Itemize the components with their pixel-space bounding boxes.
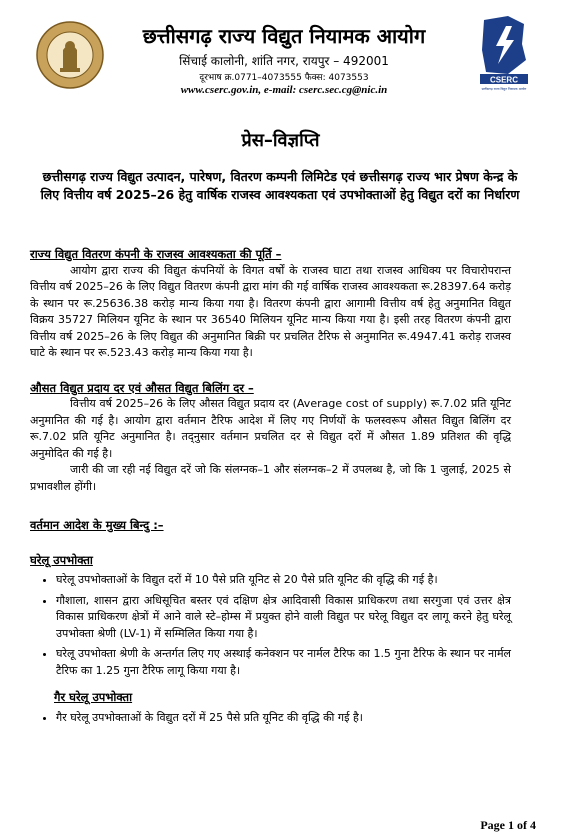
page-number: Page 1 of 4: [480, 818, 536, 832]
logo-text: CSERC: [489, 75, 519, 85]
avg-rate-section-heading: औसत विद्युत प्रदाय दर एवं औसत विद्युत बिलिंग दर –: [30, 380, 254, 395]
state-emblem-seal-icon: [35, 20, 105, 90]
commission-title: छत्तीसगढ़ राज्य विद्युत नियामक आयोग: [142, 24, 426, 48]
revenue-section-heading: राज्य विद्युत वितरण कंपनी के राजस्व आवश्यकता की पूर्ति –: [30, 247, 282, 261]
commission-phone: दूरभाष क्र.0771–4073555 फैक्स: 4073553: [199, 73, 369, 83]
cserc-logo-icon: [478, 14, 530, 94]
document-body: [30, 246, 511, 730]
intro-heading: छत्तीसगढ़ राज्य विद्युत उत्पादन, पारेषण, वितरण कम्पनी लिमिटेड एवं छत्तीसगढ़ राज्य भार प्रेषण केन्द्र के लिए वित्तीय वर्ष 2025–26 हेतु वार्षिक राजस्व आवश्यकता एवं उपभोक्ताओं हेतु विद्युत दरों का निर्धारण: [40, 169, 520, 202]
press-release-title: प्रेस–विज्ञप्ति: [241, 130, 320, 151]
list-item: • घरेलू उपभोक्ता श्रेणी के अन्तर्गत लिए गए अस्थाई कनेक्शन पर नार्मल टैरिफ का 1.5 गुना टैरिफ के स्थान पर नार्मल टैरिफ का 1.25 गुना टैरिफ लागू किया गया है।: [56, 646, 511, 679]
new-rates-paragraph: जारी की जा रही नई विद्युत दरें जो कि संलग्नक–1 और संलग्नक–2 में उपलब्ध है, जो कि 1 जुलाई, 2025 से प्रभावशील होंगी।: [30, 463, 511, 493]
domestic-list: [30, 572, 511, 679]
logo-caption: छत्तीसगढ़ राज्य विद्युत नियामक आयोग: [481, 87, 527, 91]
list-item: • गौशाला, शासन द्वारा अधिसूचित बस्तर एवं दक्षिण क्षेत्र आदिवासी विकास प्राधिकरण तथा सरगुजा एवं उत्तर क्षेत्र विकास प्राधिकरण क्षेत्रों में आने वाले स्टे–होम्स में प्रयुक्त होने वाली विद्युत पर घरेलू विद्युत दर लागू करने हेतु घरेलू उपभोक्ता श्रेणी (LV-1) में सम्मिलित किया गया है।: [56, 593, 511, 643]
revenue-paragraph: आयोग द्वारा राज्य की विद्युत कंपनियों के विगत वर्षों के राजस्व घाटा तथा राजस्व आधिक्य पर विचारोपरान्त वित्तीय वर्ष 2025–26 के लिए विद्युत वितरण कंपनी द्वारा मांग की गई वार्षिक राजस्व आवश्यकता रू.28397.64 करोड़ के स्थान पर रू.25636.38 करोड़ मान्य किया गया है। वितरण कंपनी द्वारा आगामी वित्तीय वर्ष हेतु अनुमानित विद्युत विक्रय 35727 मिलियन यूनिट के स्थान पर 36540 मिलियन यूनिट मान्य किया गया है। इसी तरह वितरण कंपनी द्वारा वित्तीय वर्ष 2025–26 के लिए विद्युत की अनुमानित बिक्री पर प्रचलित टैरिफ से अनुमानित रू.4947.41 करोड़ राजस्व घाटे के स्थान पर रू.523.43 करोड़ मान्य किया गया है।: [30, 263, 511, 359]
letterhead: [0, 0, 561, 100]
main-points-heading: वर्तमान आदेश के मुख्य बिन्दु :–: [30, 518, 164, 532]
domestic-heading: घरेलू उपभोक्ता: [30, 552, 93, 567]
commission-address: सिंचाई कालोनी, शांति नगर, रायपुर – 492001: [179, 54, 389, 68]
nondomestic-list: [30, 710, 511, 727]
list-item: • गैर घरेलू उपभोक्ताओं के विद्युत दरों में 25 पैसे प्रति यूनिट की वृद्धि की गई है।: [56, 710, 511, 727]
list-item: • घरेलू उपभोक्ताओं के विद्युत दरों में 10 पैसे प्रति यूनिट से 20 पैसे प्रति यूनिट की वृद्धि की गई है।: [56, 572, 511, 589]
commission-web-email: www.cserc.gov.in, e-mail: cserc.sec.cg@nic.in: [180, 84, 388, 96]
nondomestic-heading: गैर घरेलू उपभोक्ता: [54, 690, 133, 704]
avg-rate-paragraph: वित्तीय वर्ष 2025–26 के लिए औसत विद्युत प्रदाय दर (Average cost of supply) रू.7.02 प्रति यूनिट अनुमानित की गई है। आयोग द्वारा वर्तमान टैरिफ आदेश में लिए गए निर्णयों के फलस्वरूप औसत विद्युत बिलिंग दर रू.7.02 प्रति यूनिट अनुमानित है। तद्नुसार वर्तमान प्रचलित दर से विद्युत दरों में औसत 1.89 प्रतिशत की वृद्धि अनुमोदित की गई है।: [30, 397, 511, 460]
